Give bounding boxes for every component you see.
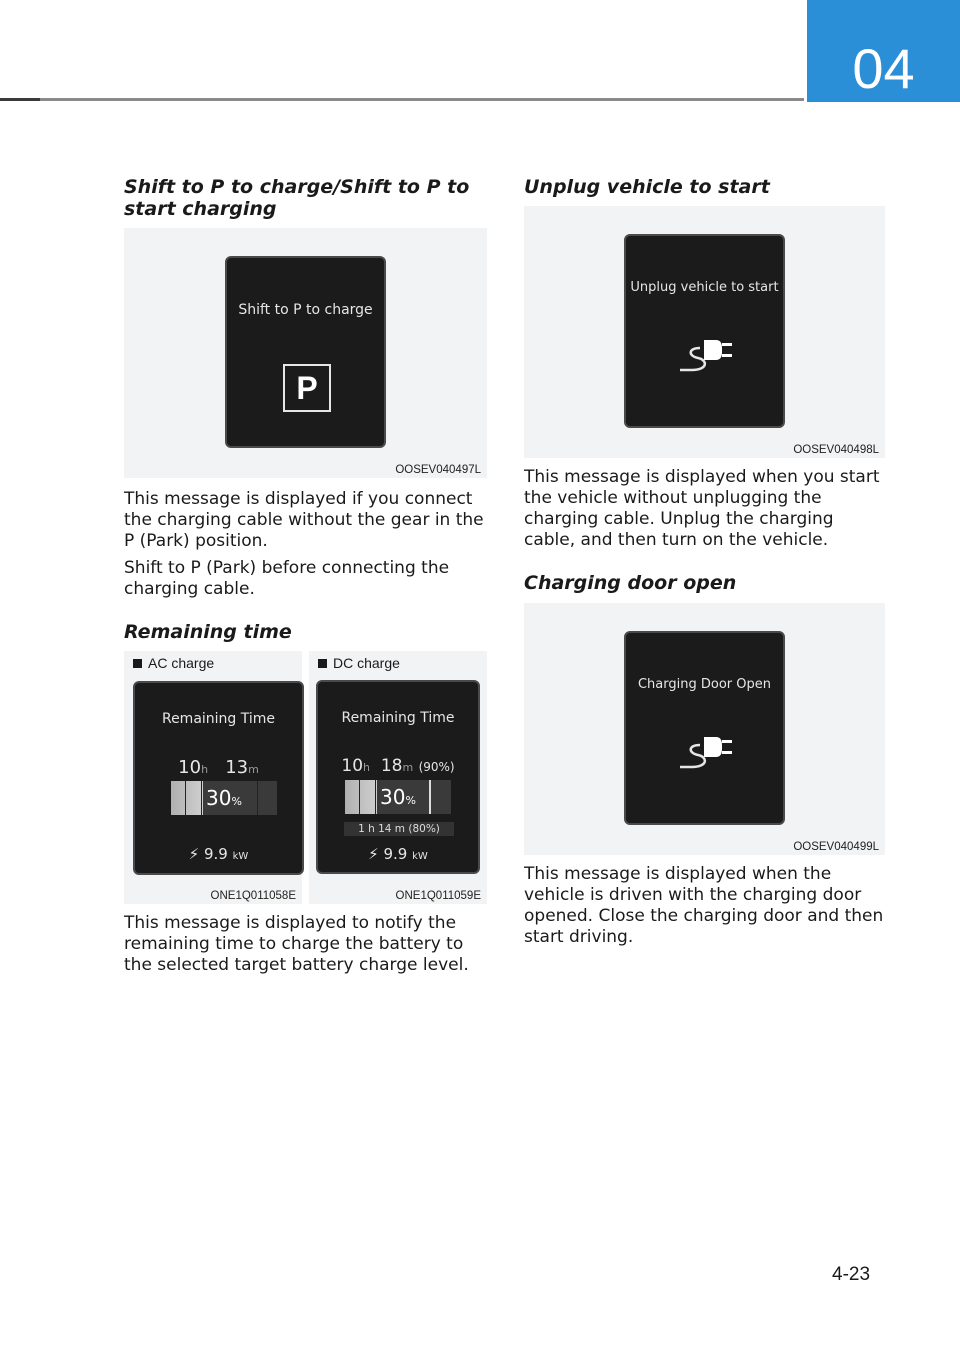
cluster-screen bbox=[624, 234, 785, 428]
figure-code: ONE1Q011059E bbox=[395, 890, 481, 902]
dc-charge-label: DC charge bbox=[318, 655, 400, 671]
chapter-tab: 04 bbox=[807, 0, 960, 102]
target-level: (90%) bbox=[418, 760, 455, 774]
gear-p-icon: P bbox=[283, 364, 331, 412]
battery-level-bar bbox=[345, 780, 451, 814]
paragraph: Shift to P (Park) before connecting the charging cable. bbox=[124, 558, 450, 599]
battery-percent: 30% bbox=[380, 785, 416, 809]
figure-shift-to-p bbox=[124, 228, 487, 478]
figure-charging-door bbox=[524, 603, 885, 855]
screen-message: Shift to P to charge bbox=[238, 302, 373, 318]
cluster-screen bbox=[624, 631, 785, 825]
cluster-screen bbox=[225, 256, 386, 448]
figure-dc-charge bbox=[309, 651, 487, 904]
charge-power: ⚡ 9.9 kW bbox=[188, 845, 249, 863]
screen-message: Unplug vehicle to start bbox=[630, 280, 779, 295]
screen-title: Remaining Time bbox=[161, 711, 276, 727]
figure-code: OOSEV040499L bbox=[793, 841, 879, 853]
figure-ac-charge bbox=[124, 651, 302, 904]
battery-percent: 30% bbox=[206, 786, 242, 810]
remaining-time: 10h 13m bbox=[178, 757, 259, 778]
figure-code: OOSEV040498L bbox=[793, 444, 879, 456]
lightning-icon: ⚡ bbox=[368, 845, 379, 863]
paragraph: This message is displayed when you start the vehicle without unplugging the charging cable. Unplug the charging cable, and then turn on the vehicle. bbox=[524, 467, 880, 550]
figure-code: OOSEV040497L bbox=[395, 464, 481, 476]
bullet-square-icon bbox=[318, 659, 327, 668]
heading-unplug-vehicle: Unplug vehicle to start bbox=[524, 176, 770, 198]
battery-level-bar bbox=[171, 781, 277, 815]
ac-charge-label: AC charge bbox=[133, 655, 214, 671]
plug-icon bbox=[676, 731, 736, 775]
heading-remaining-time: Remaining time bbox=[124, 621, 292, 643]
cluster-screen bbox=[316, 680, 480, 874]
header-rule bbox=[0, 98, 804, 101]
figure-code: ONE1Q011058E bbox=[210, 890, 296, 902]
bullet-square-icon bbox=[133, 659, 142, 668]
paragraph: This message is displayed to notify the remaining time to charge the battery to the selected target battery charge level. bbox=[124, 913, 469, 975]
figure-unplug bbox=[524, 206, 885, 458]
header-rule-accent bbox=[0, 98, 40, 101]
paragraph: This message is displayed when the vehicle is driven with the charging door opened. Close the charging door and then start driving. bbox=[524, 864, 884, 947]
heading-shift-to-p: Shift to P to charge/Shift to P to start charging bbox=[124, 176, 470, 220]
remaining-time: 10h 18m (90%) bbox=[341, 756, 455, 776]
sub-time: 1 h 14 m (80%) bbox=[344, 822, 454, 836]
lightning-icon: ⚡ bbox=[188, 845, 200, 863]
paragraph: This message is displayed if you connect the charging cable without the gear in the P (Park) position. bbox=[124, 489, 484, 551]
charge-power: ⚡ 9.9 kW bbox=[368, 845, 428, 863]
screen-message: Charging Door Open bbox=[637, 677, 771, 692]
screen-title: Remaining Time bbox=[341, 710, 455, 726]
cluster-screen bbox=[133, 681, 304, 875]
plug-icon bbox=[676, 334, 736, 378]
heading-charging-door: Charging door open bbox=[524, 572, 737, 594]
page-number: 4-23 bbox=[832, 1264, 871, 1285]
